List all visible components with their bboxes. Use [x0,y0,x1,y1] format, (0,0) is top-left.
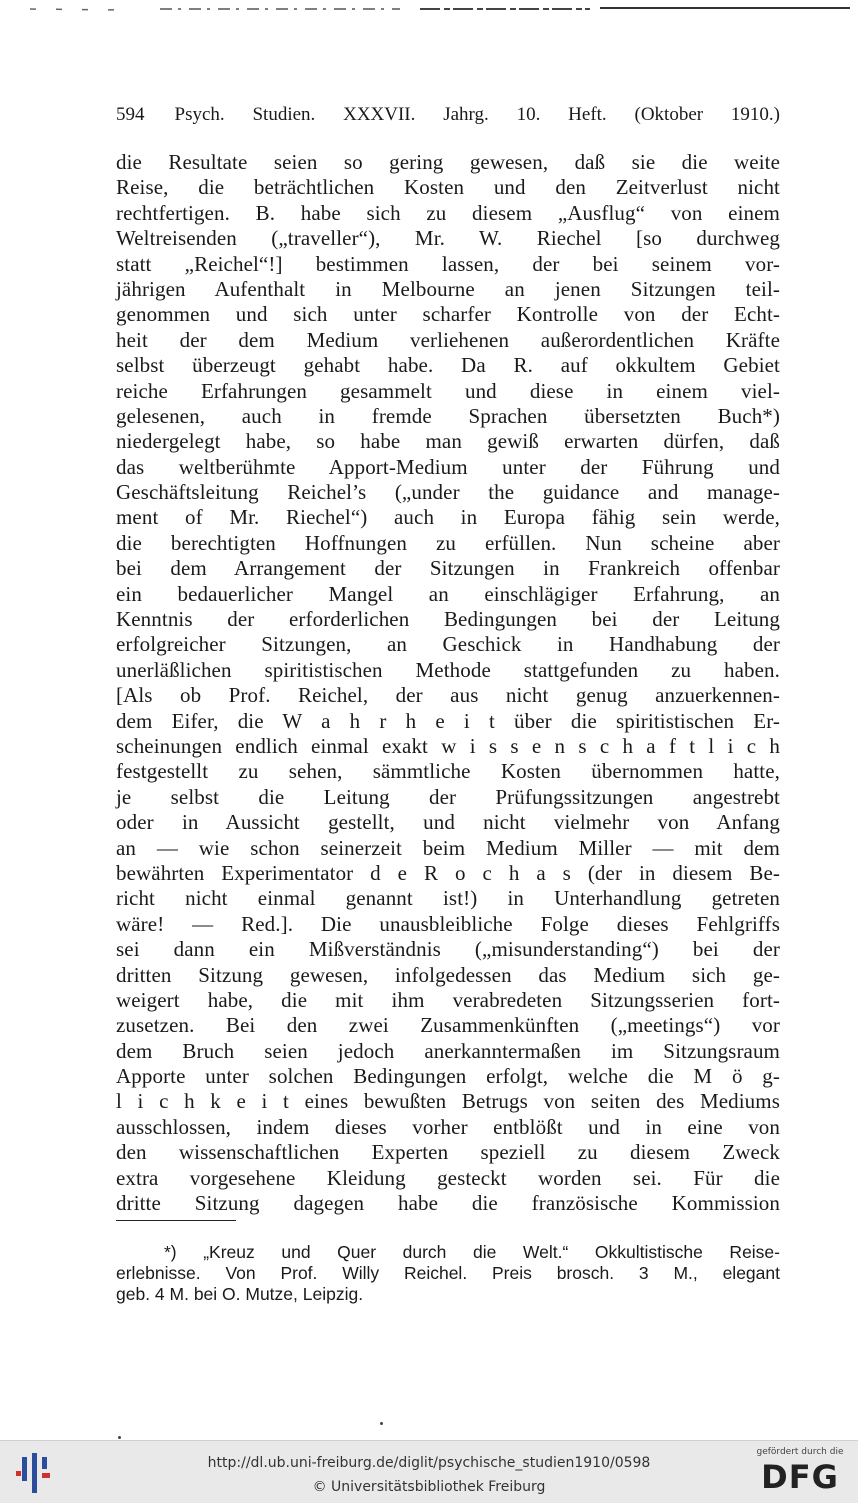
text-line: unerläßlichen spiritistischen Methode stattgefunden zu haben. [116,657,780,682]
text-line: scheinungen endlich einmal exakt w i s s e n s c h a f t l i c h [116,733,780,758]
footnote [116,1242,780,1305]
text-line: bewährten Experimentator d e R o c h a s (der in diesem Be- [116,860,780,885]
text-line: den wissenschaftlichen Experten speziell zu diesem Zweck [116,1140,780,1165]
text-line: Kenntnis der erforderlichen Bedingungen bei der Leitung [116,607,780,632]
body-text [116,150,780,1216]
text-line: dem Eifer, die W a h r h e i t über die spiritistischen Er- [116,708,780,733]
text-line: dritte Sitzung dagegen habe die französische Kommission [116,1191,780,1216]
text-line: selbst überzeugt gehabt habe. Da R. auf okkultem Gebiet [116,353,780,378]
text-line: [Als ob Prof. Reichel, der aus nicht genug anzuerkennen- [116,683,780,708]
text-line: wäre! — Red.]. Die unausbleibliche Folge dieses Fehlgriffs [116,911,780,936]
text-line: jährigen Aufenthalt in Melbourne an jenen Sitzungen teil- [116,276,780,301]
text-line: zusetzen. Bei den zwei Zusammenkünften („meetings“) vor [116,1013,780,1038]
text-line: ein bedauerlicher Mangel an einschlägiger Erfahrung, an [116,581,780,606]
running-title: Psych. Studien. XXXVII. Jahrg. 10. Heft. (Oktober 1910.) [174,104,780,125]
scan-edge-artifact [0,4,858,14]
text-line: dem Bruch seien jedoch anerkanntermaßen im Sitzungsraum [116,1038,780,1063]
text-line: niedergelegt habe, so habe man gewiß erwarten dürfen, daß [116,429,780,454]
text-line: Apporte unter solchen Bedingungen erfolgt, welche die M ö g- [116,1064,780,1089]
text-line: sei dann ein Mißverständnis („misunderstanding“) bei der [116,937,780,962]
dfg-logo[interactable]: DFG [761,1458,839,1496]
scan-speck [380,1422,383,1425]
text-line: weigert habe, die mit ihm verabredeten Sitzungsserien fort- [116,987,780,1012]
scan-speck [118,1436,121,1439]
text-line: das weltberühmte Apport-Medium unter der Führung und [116,454,780,479]
text-line: dritten Sitzung gewesen, infolgedessen das Medium sich ge- [116,962,780,987]
text-line: richt nicht einmal genannt ist!) in Unterhandlung getreten [116,886,780,911]
text-line: bei dem Arrangement der Sitzungen in Frankreich offenbar [116,556,780,581]
text-line: ment of Mr. Riechel“) auch in Europa fähig sein werde, [116,505,780,530]
running-header [116,104,780,126]
text-line: die berechtigten Hoffnungen zu erfüllen. Nun scheine aber [116,530,780,555]
text-line: oder in Aussicht gestellt, und nicht vielmehr von Anfang [116,810,780,835]
funding-note: gefördert durch die [756,1447,844,1457]
document-url-link[interactable]: http://dl.ub.uni-freiburg.de/diglit/psychische_studien1910/0598 [207,1455,651,1471]
viewer-footer [0,1440,858,1503]
footnote-line: *) „Kreuz und Quer durch die Welt.“ Okkultistische Reise- [164,1242,780,1262]
footnote-rule [116,1220,236,1221]
text-line: gelesenen, auch in fremde Sprachen übersetzten Buch*) [116,403,780,428]
text-line: Reise, die beträchtlichen Kosten und den Zeitverlust nicht [116,175,780,200]
footnote-line: erlebnisse. Von Prof. Willy Reichel. Preis brosch. 3 M., elegant [116,1263,780,1283]
text-line: genommen und sich unter scharfer Kontrolle von der Echt- [116,302,780,327]
text-line: Geschäftsleitung Reichel’s („under the guidance and manage- [116,480,780,505]
text-line: statt „Reichel“!] bestimmen lassen, der bei seinem vor- [116,251,780,276]
page-number: 594 [116,104,145,125]
text-line: heit der dem Medium verliehenen außerordentlichen Kräfte [116,327,780,352]
text-line: je selbst die Leitung der Prüfungssitzungen angestrebt [116,784,780,809]
footnote-line: geb. 4 M. bei O. Mutze, Leipzig. [116,1284,364,1304]
text-line: festgestellt zu sehen, sämmtliche Kosten übernommen hatte, [116,759,780,784]
text-line: reiche Erfahrungen gesammelt und diese in einem viel- [116,378,780,403]
copyright-notice: © Universitätsbibliothek Freiburg [312,1479,546,1495]
text-line: rechtfertigen. B. habe sich zu diesem „Ausflug“ von einem [116,200,780,225]
text-line: erfolgreicher Sitzungen, an Geschick in Handhabung der [116,632,780,657]
text-line: Weltreisenden („traveller“), Mr. W. Riechel [so durchweg [116,226,780,251]
text-line: an — wie schon seinerzeit beim Medium Miller — mit dem [116,835,780,860]
text-line: ausschlossen, indem dieses vorher entblößt und in eine von [116,1114,780,1139]
text-line: l i c h k e i t eines bewußten Betrugs von seiten des Mediums [116,1089,780,1114]
text-line: die Resultate seien so gering gewesen, daß sie die weite [116,150,780,174]
text-line: extra vorgesehene Kleidung gesteckt worden sei. Für die [116,1165,780,1190]
